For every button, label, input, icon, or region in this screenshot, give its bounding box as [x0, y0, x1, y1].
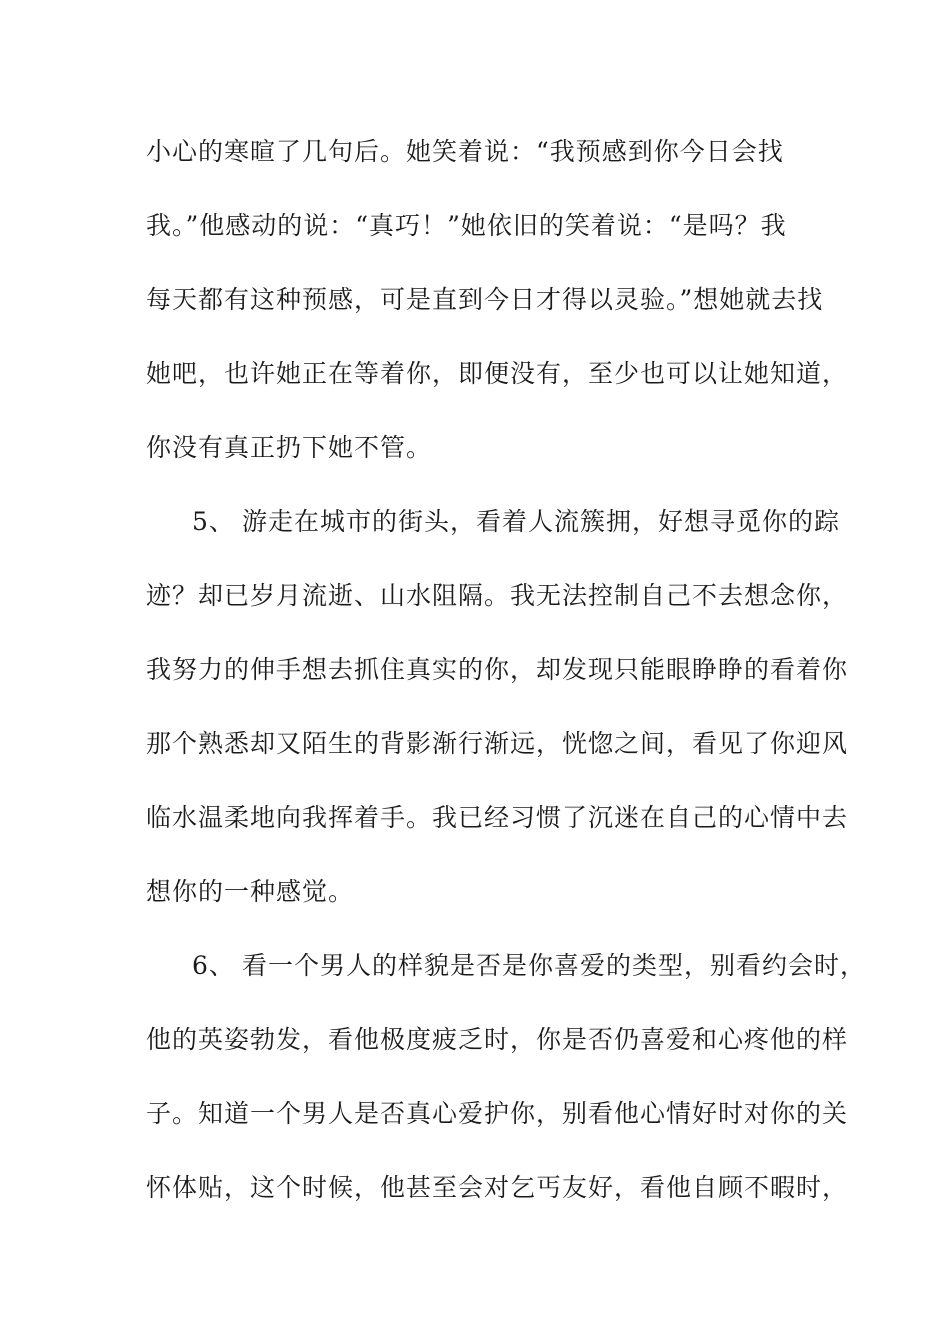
text-line: 我。”他感动的说：“真巧！”她依旧的笑着说：“是吗？我 — [146, 211, 787, 240]
text-line: 看一个男人的样貌是否是你喜爱的类型，别看约会时， — [242, 951, 867, 980]
text-line: 子。知道一个男人是否真心爱护你，别看他心情好时对你的关 — [146, 1099, 849, 1128]
text-line: 想你的一种感觉。 — [146, 877, 355, 906]
text-line: 那个熟悉却又陌生的背影渐行渐远，恍惚之间，看见了你迎风 — [146, 729, 849, 758]
paragraph-first-line — [192, 946, 872, 986]
text-line: 临水温柔地向我挥着手。我已经习惯了沉迷在自己的心情中去 — [146, 803, 849, 832]
paragraph-number: 5、 — [192, 507, 235, 536]
paragraph-first-line — [192, 502, 872, 542]
text-line: 你没有真正扔下她不管。 — [146, 433, 433, 462]
text-line: 每天都有这种预感，可是直到今日才得以灵验。”想她就去找 — [146, 285, 824, 314]
text-line: 她吧，也许她正在等着你，即便没有，至少也可以让她知道， — [146, 359, 849, 388]
paragraph-number: 6、 — [192, 951, 235, 980]
text-line: 迹？却已岁月流逝、山水阻隔。我无法控制自己不去想念你， — [146, 581, 849, 610]
text-line: 我努力的伸手想去抓住真实的你，却发现只能眼睁睁的看着你 — [146, 655, 849, 684]
text-line: 小心的寒暄了几句后。她笑着说：“我预感到你今日会找 — [146, 137, 784, 166]
text-line: 怀体贴，这个时候，他甚至会对乞丐友好，看他自顾不暇时， — [146, 1173, 849, 1202]
text-line: 他的英姿勃发，看他极度疲乏时，你是否仍喜爱和心疼他的样 — [146, 1025, 849, 1054]
text-line: 游走在城市的街头，看着人流簇拥，好想寻觅你的踪 — [242, 507, 841, 536]
